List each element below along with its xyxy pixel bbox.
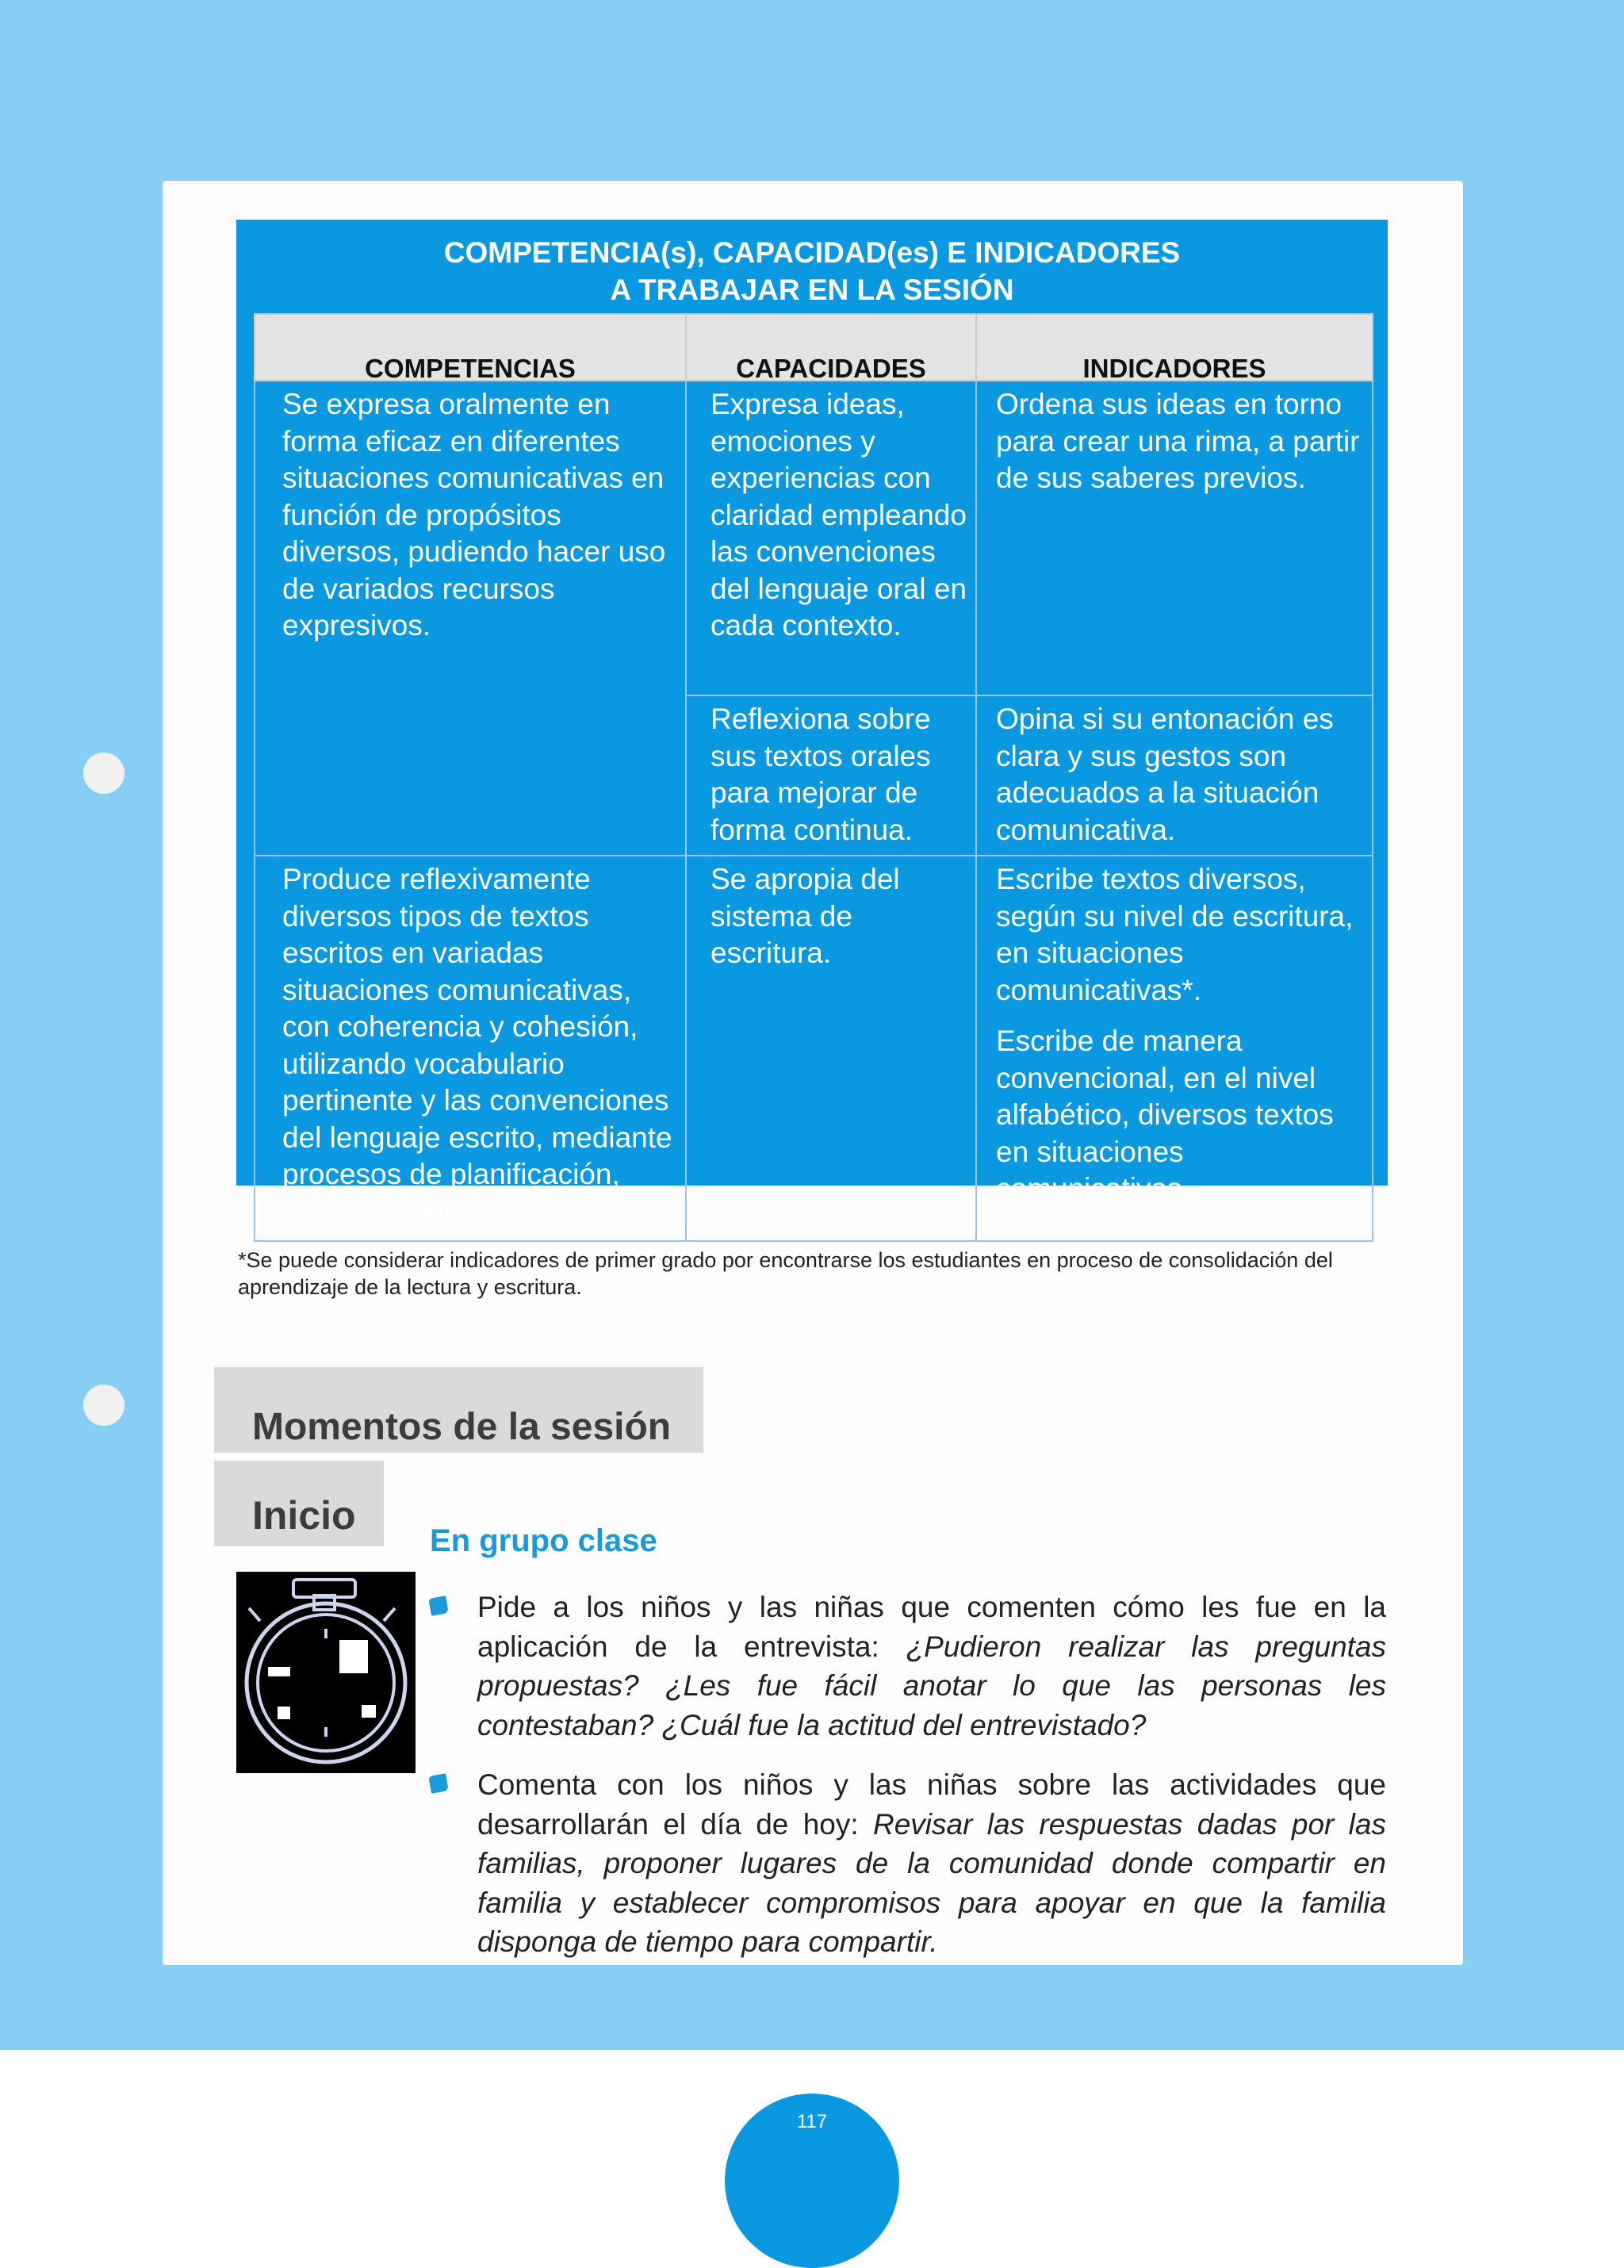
header-indicadores: INDICADORES xyxy=(976,314,1373,381)
bullet1-questions: ¿Pudieron realizar las preguntas propuestas? ¿Les fue fácil anotar lo que las personas les contestaban? ¿Cuál fue la actitud del entrevistado? xyxy=(477,1630,1387,1741)
bullet-icon xyxy=(428,1596,448,1615)
capacity-express-ideas: Expresa ideas, emociones y experiencias con claridad empleando las convenciones del lenguaje oral en cada contexto. xyxy=(686,381,976,695)
table-header-row xyxy=(255,314,1373,381)
bullet-icon xyxy=(428,1773,448,1793)
competence-oral: Se expresa oralmente en forma eficaz en diferentes situaciones comunicativas en función de propósitos diversos, pudiendo hacer uso de variados recursos expresivos. xyxy=(255,381,686,856)
competencies-title-line2: A TRABAJAR EN LA SESIÓN xyxy=(610,274,1014,306)
bullet1-text: Pide a los niños y las niñas que comenten cómo les fue en la aplicación de la entrevista: xyxy=(477,1591,1386,1663)
bullet2-activities: Revisar las respuestas dadas por las familias, proponer lugares de la comunidad donde compartir en familia y establecer compromisos para apoyar en que la familia disponga de tiempo para compartir. xyxy=(477,1807,1386,1958)
group-label: En grupo clase xyxy=(430,1523,657,1558)
indicator-order-ideas: Ordena sus ideas en torno para crear una rima, a partir de sus saberes previos. xyxy=(976,381,1373,695)
capacity-reflect: Reflexiona sobre sus textos orales para mejorar de forma continua. xyxy=(686,695,976,856)
stopwatch-icon xyxy=(236,1572,416,1773)
table-row xyxy=(255,381,1373,695)
capacity-writing-system: Se apropia del sistema de escritura. xyxy=(686,856,976,1241)
moments-title: Momentos de la sesión xyxy=(252,1406,672,1448)
list-item xyxy=(428,1588,1386,1745)
list-item xyxy=(428,1765,1386,1962)
footnote: *Se puede considerar indicadores de primer grado por encontrarse los estudiantes en proceso de consolidación del aprendizaje de la lectura y escritura. xyxy=(238,1248,1333,1299)
competencies-table xyxy=(254,313,1373,1242)
competence-written-text: Produce reflexivamente diversos tipos de textos escritos en variadas situaciones comunicativas, con coherencia y cohesión, utilizando vocabulario pertinente y las convenciones del lenguaje escrito, mediante procesos de planificación, textualización y revisión. xyxy=(282,863,672,1228)
indicator-write-texts xyxy=(976,856,1373,1241)
instruction-list xyxy=(428,1588,1386,1983)
table-row xyxy=(255,856,1373,1241)
punch-hole-top xyxy=(83,753,124,794)
indicator-intonation: Opina si su entonación es clara y sus gestos son adecuados a la situación comunicativa. xyxy=(976,695,1373,856)
bullet2-text: Comenta con los niños y las niñas sobre las actividades que desarrollarán el día de hoy: xyxy=(477,1768,1386,1841)
competencies-title-line1: COMPETENCIA(s), CAPACIDAD(es) E INDICADORES xyxy=(443,236,1181,269)
header-competencias: COMPETENCIAS xyxy=(255,314,686,381)
page-number: 117 xyxy=(796,2111,828,2132)
competencies-title xyxy=(236,234,1388,308)
indicator-write-conventional: Escribe de manera convencional, en el nivel alfabético, diversos textos en situaciones comunicativas. xyxy=(996,1025,1334,1205)
header-capacidades: CAPACIDADES xyxy=(686,314,976,381)
competence-written xyxy=(255,856,686,1241)
inicio-title: Inicio xyxy=(252,1493,356,1538)
punch-hole-bottom xyxy=(83,1385,124,1426)
indicator-write-diverse: Escribe textos diversos, según su nivel de escritura, en situaciones comunicativas*. xyxy=(996,863,1354,1006)
